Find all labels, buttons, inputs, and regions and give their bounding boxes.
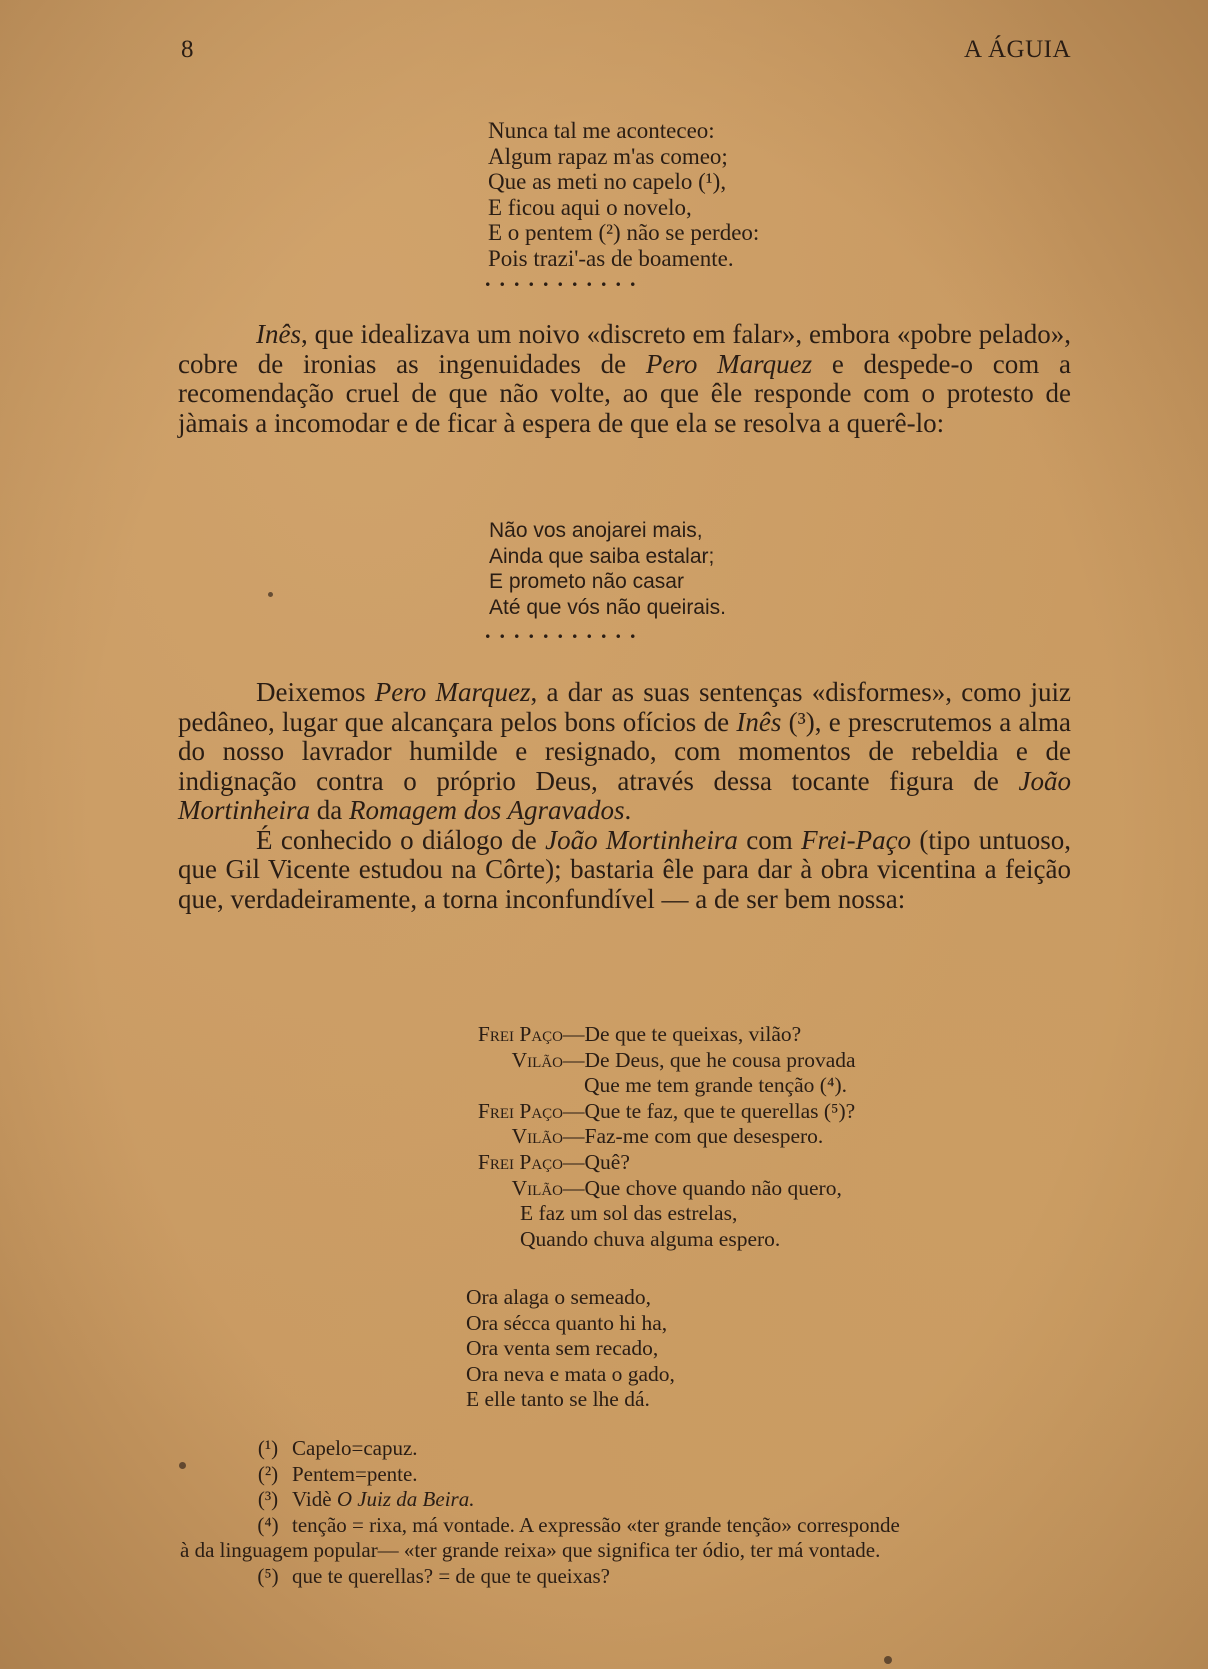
verse-line: E elle tanto se lhe dá.: [466, 1387, 650, 1412]
paragraph-text: Deixemos: [256, 677, 375, 707]
paper-speck: [179, 1462, 186, 1469]
dialogue-block: [380, 1022, 856, 1252]
speaker-name: Frei Paço: [477, 1022, 563, 1046]
paper-speck: [268, 592, 273, 597]
footnotes: [180, 1436, 1070, 1589]
verse-line: Ora alaga o semeado,: [466, 1285, 652, 1309]
verse-line: Pois trazi'-as de boamente.: [488, 245, 734, 271]
footnote-mark: (²): [257, 1461, 279, 1486]
paragraph-text: e despede-o com a recomendação cruel de que não volte, ao que êle responde com o protesto de jàmais a incomodar e de ficar à espera de que ela se resolva a querê-lo:: [178, 348, 1071, 438]
dialogue-line: [380, 1227, 856, 1253]
paragraph-2: [178, 678, 1071, 914]
verse-line: E ficou aqui o novelo,: [488, 194, 692, 220]
verse-line: Ora venta sem recado,: [466, 1336, 659, 1361]
ellipsis-divider: ...........: [485, 266, 645, 291]
verse-block-3: [466, 1285, 675, 1413]
footnote-continuation: à da linguagem popular— «ter grande reixa» que significa ter ódio, ter má vontade.: [180, 1538, 881, 1562]
dialogue-line: [380, 1048, 856, 1074]
verse-line: Ainda que saiba estalar;: [489, 544, 715, 568]
paragraph-text: .: [624, 795, 632, 825]
verse-line: E o pentem (²) não se perdeo:: [488, 220, 760, 246]
dialogue-line: [380, 1073, 856, 1099]
footnote-mark: (⁴): [257, 1512, 279, 1537]
paragraph-1: [178, 320, 1071, 438]
verse-block-2: [489, 518, 726, 620]
dialogue-line: [380, 1022, 856, 1048]
paragraph-text: (³), e prescrutemos a alma do nosso lavrador humilde e resignado, com momentos de rebeldia e de indignação contra o próprio Deus, através dessa tocante figura de: [178, 706, 1072, 796]
footnote-text: Capelo=capuz.: [292, 1436, 418, 1460]
character-name: Pero Marquez: [645, 348, 813, 379]
footnote-text: Vidè: [292, 1487, 337, 1511]
footnote: [180, 1462, 1070, 1488]
paragraph-text: da: [310, 795, 349, 825]
footnote: [180, 1436, 1070, 1462]
speaker-name: Frei Paço: [477, 1149, 563, 1174]
footnote-mark: (³): [257, 1487, 279, 1511]
dialogue-text: —Que chove quando não quero,: [563, 1175, 842, 1200]
paper-speck: [884, 1656, 892, 1664]
speaker-name: Vilão: [511, 1047, 563, 1072]
dialogue-line: [380, 1176, 856, 1202]
speaker-name: Vilão: [511, 1124, 563, 1149]
paragraph-text: , a dar as suas sentenças «disformes», como juiz pedâneo, lugar que alcançara pelos bons ofícios de: [178, 677, 1071, 737]
dialogue-line: [380, 1150, 856, 1176]
verse-line: Nunca tal me aconteceo:: [488, 118, 715, 143]
footnote: [180, 1487, 1070, 1513]
verse-line: Ora sécca quanto hi ha,: [466, 1310, 668, 1335]
verse-line: Ora neva e mata o gado,: [466, 1361, 675, 1386]
character-name: João Mortinheira: [178, 765, 1071, 825]
character-name: Inês: [736, 706, 782, 737]
character-name: Inês: [256, 319, 301, 349]
footnote-text: Pentem=pente.: [292, 1461, 418, 1486]
verse-line: Algum rapaz m'as comeo;: [488, 143, 728, 169]
verse-line: Não vos anojarei mais,: [489, 519, 703, 542]
dialogue-text: E faz um sol das estrelas,: [520, 1201, 738, 1226]
dialogue-line: [380, 1124, 856, 1150]
paragraph-text: (tipo untuoso, que Gil Vicente estudou na Côrte); bastaria êle para dar à obra vicentina a feição que, verdadeiramente, a torna inconfundível — a de ser bem nossa:: [178, 824, 1071, 914]
footnote-text: que te querellas? = de que te queixas?: [292, 1563, 610, 1588]
dialogue-line: [380, 1201, 856, 1227]
work-title: Romagem dos Agravados: [348, 795, 625, 825]
verse-line: Até que vós não queirais.: [489, 595, 726, 619]
dialogue-line: [380, 1099, 856, 1125]
paragraph-text: , que idealizava um noivo «discreto em falar», embora «pobre pelado», cobre de ironias as ingenuidades de: [178, 319, 1071, 379]
footnote: [180, 1513, 1070, 1539]
character-name: João Mortinheira: [545, 824, 738, 855]
dialogue-text: —De Deus, que he cousa provada: [563, 1047, 856, 1072]
dialogue-text: Quando chuva alguma espero.: [520, 1226, 781, 1251]
dialogue-text: —Quê?: [563, 1149, 630, 1174]
verse-line: Que as meti no capelo (¹),: [488, 169, 727, 195]
dialogue-text: —De que te queixas, vilão?: [563, 1022, 802, 1046]
footnote-mark: (¹): [257, 1436, 279, 1460]
dialogue-text: Que me tem grande tenção (⁴).: [584, 1073, 847, 1098]
speaker-name: Frei Paço: [477, 1098, 563, 1123]
verse-block-1: [488, 118, 759, 272]
paragraph-text: com: [737, 824, 802, 855]
paragraph-text: É conhecido o diálogo de: [256, 824, 546, 855]
footnote-text: tenção = rixa, má vontade. A expressão «ter grande tenção» corresponde: [292, 1512, 900, 1537]
footnote: [180, 1564, 1070, 1590]
character-name: Frei-Paço: [801, 824, 912, 855]
work-title: O Juiz da Beira.: [336, 1487, 475, 1511]
character-name: Pero Marquez: [374, 677, 531, 707]
speaker-name: Vilão: [511, 1175, 563, 1200]
ellipsis-divider: ...........: [485, 618, 645, 643]
dialogue-text: —Faz-me com que desespero.: [563, 1124, 824, 1149]
verse-line: E prometo não casar: [489, 570, 684, 594]
dialogue-text: —Que te faz, que te querellas (⁵)?: [563, 1098, 856, 1123]
journal-title: A ÁGUIA: [964, 36, 1071, 63]
footnote-mark: (⁵): [257, 1563, 279, 1588]
paragraph-3: [178, 826, 1071, 915]
page-number: 8: [181, 36, 194, 63]
